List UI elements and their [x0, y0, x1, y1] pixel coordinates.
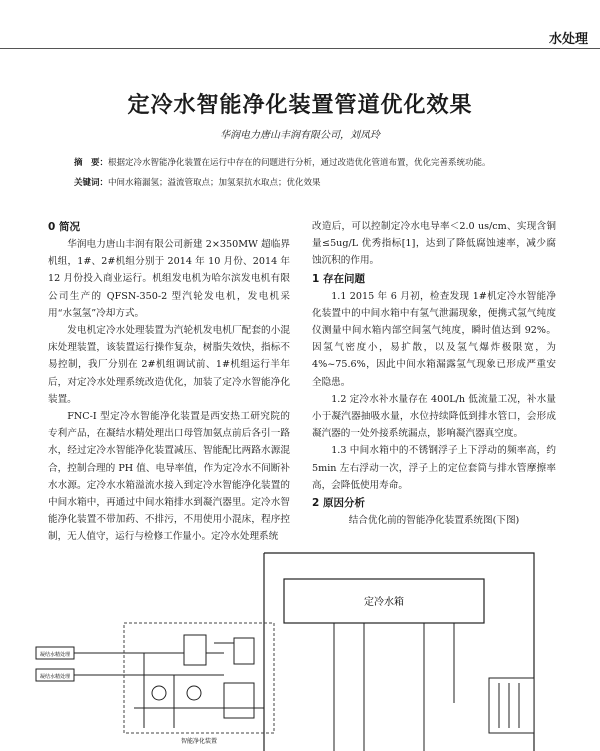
system-diagram: [34, 543, 574, 751]
right-column: [312, 218, 556, 529]
paragraph-continued: 改造后，可以控制定冷水电导率＜2.0 us/cm、实现含铜量≤5ug/L 优秀指标[1]，达到了降低腐蚀速率，减少腐蚀沉积的作用。: [312, 221, 556, 267]
article-title: 定冷水智能净化装置管道优化效果: [127, 93, 473, 118]
section-heading-2: 2 原因分析: [312, 497, 365, 510]
header-rule: [0, 48, 600, 49]
paragraph-treatment: 发电机定冷水处理装置为汽轮机发电机厂配套的小混床处理装置，该装置运行操作复杂，树脂失效快，指标不易控制，我厂分别在 2#机组调试前、1#机组运行半年后，对定冷水处理系统改造优化，加装了定冷水智能净化装置。: [48, 325, 290, 405]
paragraph-issue-1-2: 1.2 定冷水补水量存在 400L/h 低流量工况，补水量小于凝汽器抽吸水量，水位持续降低到排水管口，会形成凝汽器的一处外接系统漏点，影响凝汽器真空度。: [312, 393, 556, 440]
paragraph-issue-1-1: 1.1 2015 年 6 月初，检查发现 1#机定冷水智能净化装置中的中间水箱中有氢气泄漏现象，便携式氢气纯度仪测量中间水箱内部空间氢气纯度，瞬时值达到 92%。因氢气密度小，易扩散，以及氢气爆炸极限宽，为 4%~75.6%，因此中间水箱漏露氢气现象已形成严重安全隐患。: [312, 290, 556, 388]
section-heading-1: 1 存在问题: [312, 272, 365, 285]
keywords: [74, 176, 574, 190]
input-label-1: 凝结水精处理: [39, 652, 71, 658]
section-label: 水处理: [548, 32, 588, 47]
article-authors: 华润电力唐山丰润有限公司，刘凤玲: [220, 130, 380, 141]
abstract-label: 摘 要：: [74, 158, 109, 168]
keywords-label: 关键词：: [74, 178, 109, 188]
paragraph-issue-1-3: 1.3 中间水箱中的不锈钢浮子上下浮动的频率高，约 5min 左右浮动一次，浮子上的定位套筒与排水管摩擦率高，会降低使用寿命。: [312, 445, 556, 491]
device-label: 智能净化装置: [180, 738, 218, 745]
section-heading-0: 0 简况: [48, 221, 80, 233]
paragraph-fnc: FNC-I 型定冷水智能净化装置是西安热工研究院的专利产品，在凝结水精处理出口母管加氨点前后各引一路水，经过定冷水智能净化装置减压、智能配比两路水源混合，控制合理的 PH 值、电导率值，作为定冷水不间断补水水源。定冷水水箱溢流水接入到定冷水智能净化装置的中间水箱中，再通过中间水箱排水到凝汽器里。定冷水智能净化装置不带加药、不排污，不用使用小混床，程序控制，无人值守，运行与检修工作量小。定冷水处理系统: [48, 411, 290, 543]
right-unit: [489, 678, 534, 733]
figure-caption: 结合优化前的智能净化装置系统图(下图): [348, 515, 520, 527]
tank-label: 定冷水箱: [364, 597, 404, 608]
left-column: [48, 218, 290, 546]
input-label-2: 凝结水精处理: [39, 674, 71, 680]
keywords-text: 中间水箱漏氢；溢流管取点；加氢泵抗水取点；优化效果: [108, 178, 321, 188]
paragraph-overview: 华润电力唐山丰润有限公司新建 2×350MW 超临界机组，1#、2#机组分别于 2014 年 10 月份、2014 年 12 月份投入商业运行。机组发电机为哈尔滨发电机有限公司生产的 QFSN-350-2 型汽轮发电机，发电机采用“水氢氢”冷却方式。: [48, 239, 290, 319]
abstract-text: 根据定冷水智能净化装置在运行中存在的问题进行分析，通过改造优化管道布置，优化完善系统功能。: [108, 158, 491, 168]
system-diagram-svg: [34, 543, 574, 751]
abstract: [74, 156, 574, 170]
